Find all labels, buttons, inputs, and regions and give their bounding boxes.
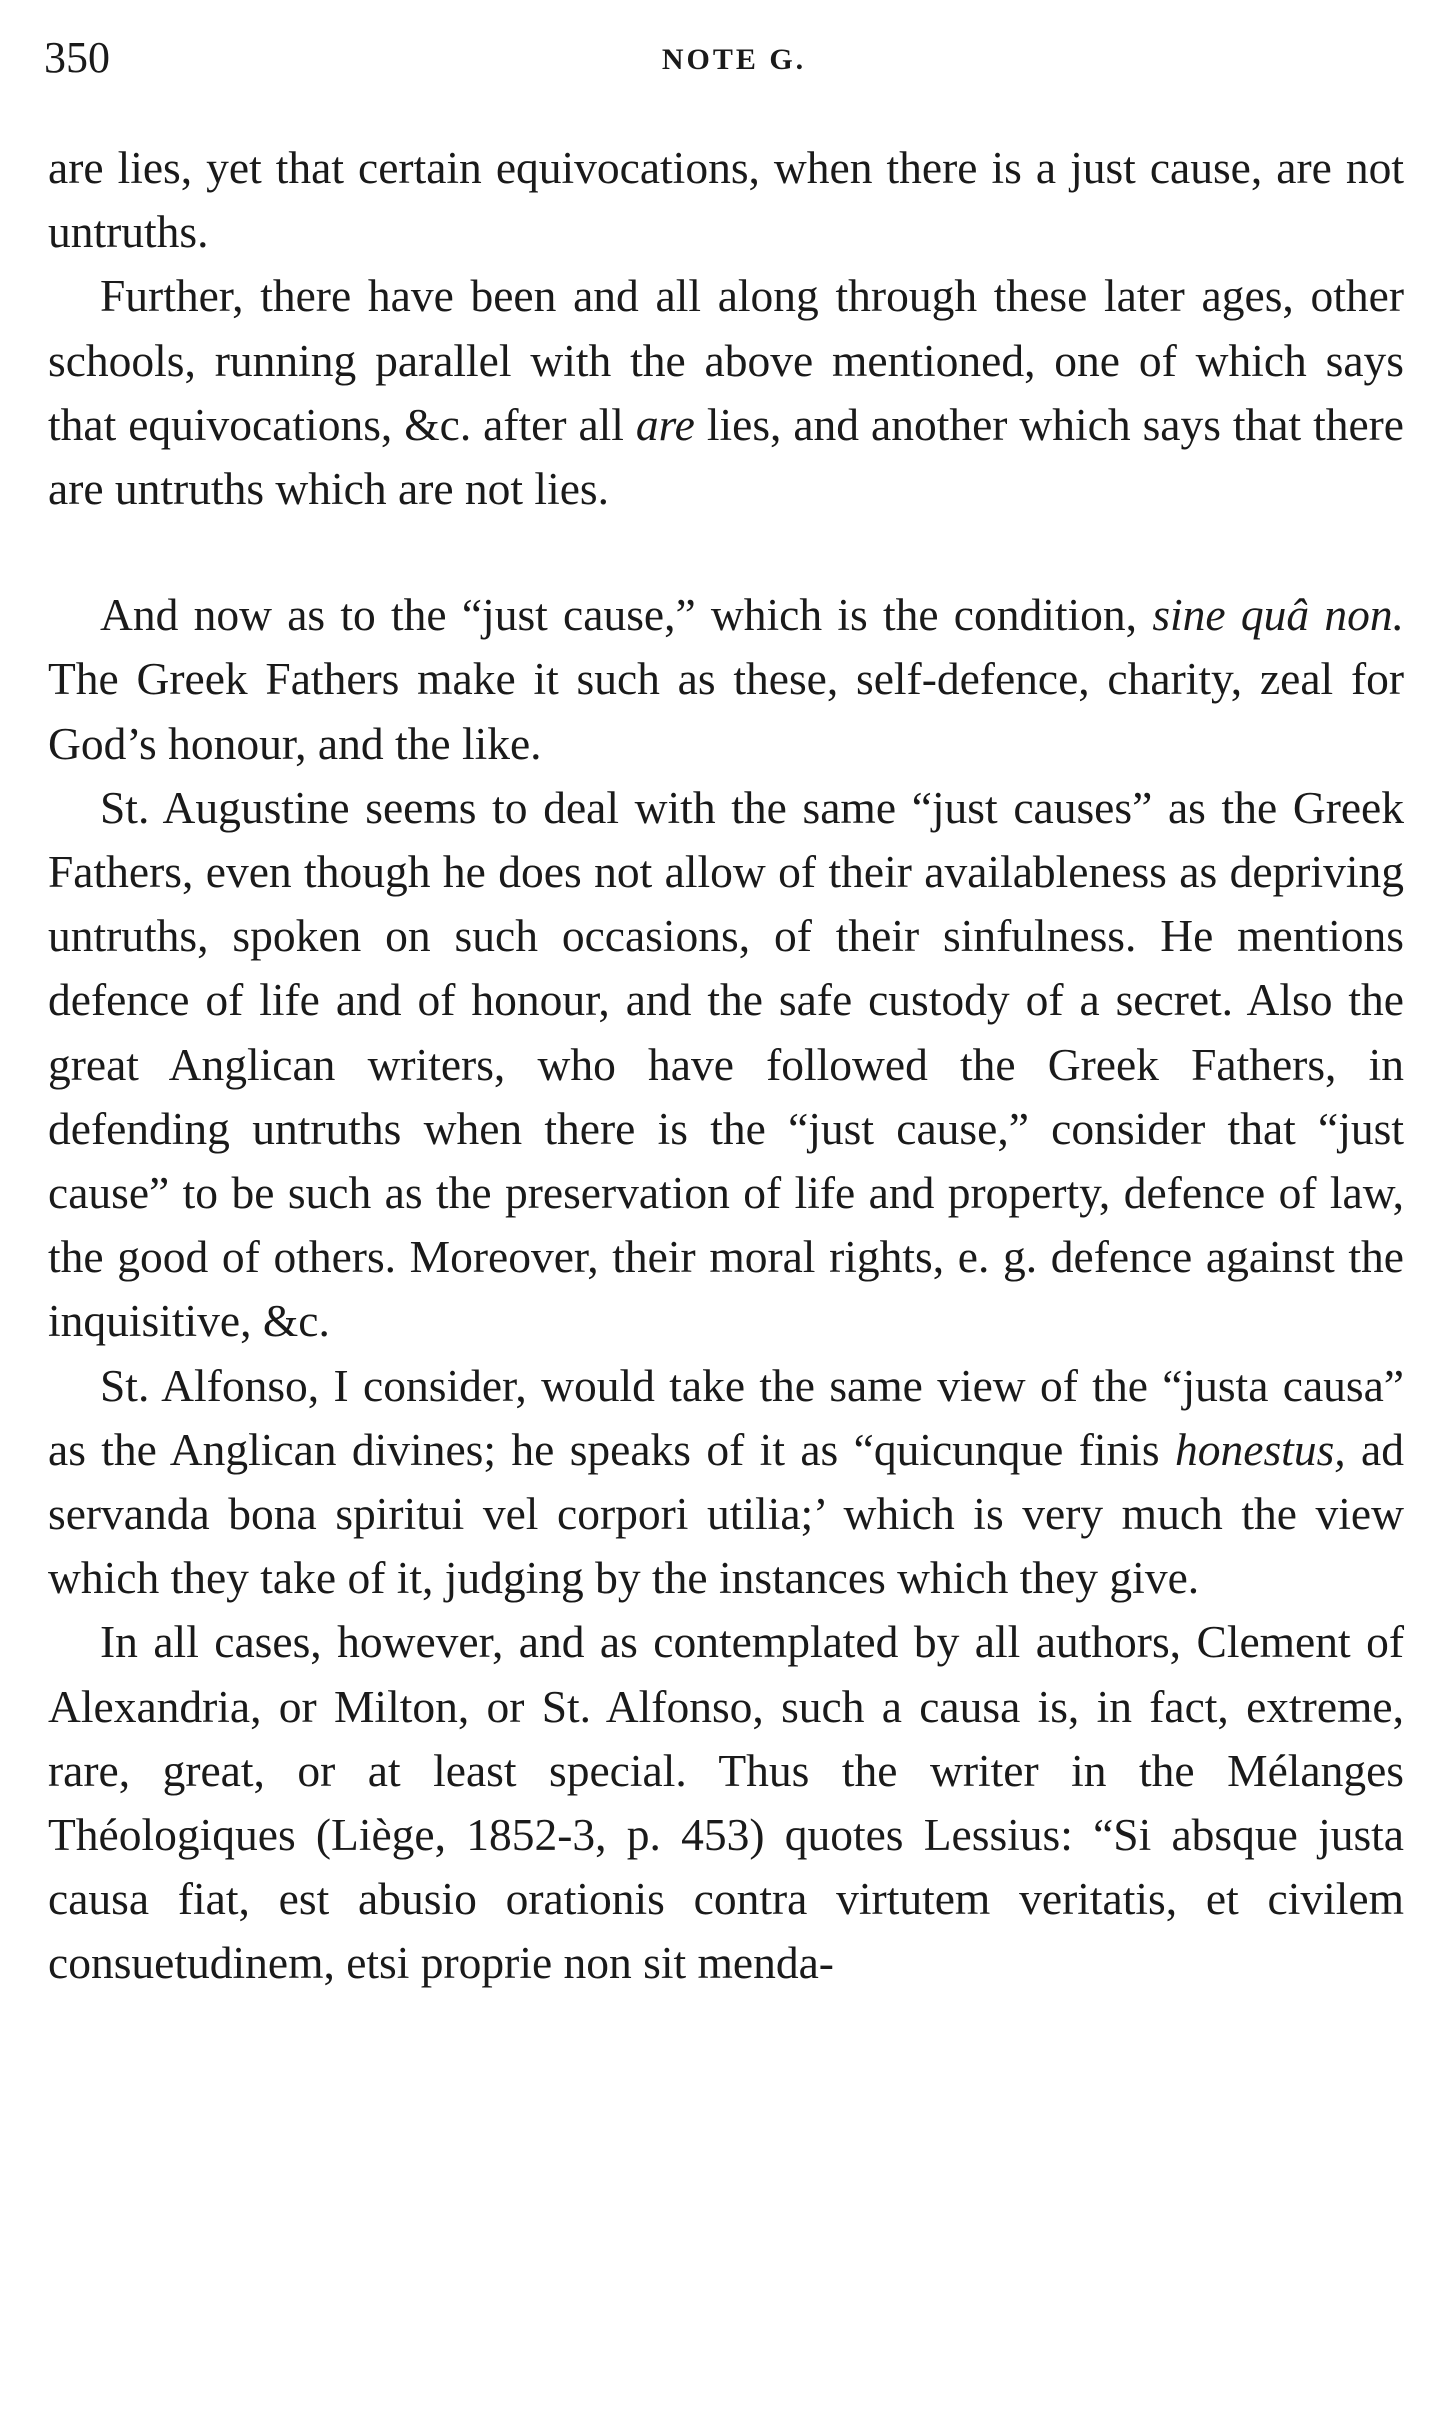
text-run: In all cases, however, and as contemplated by all authors, Clement of Alexandria, or Milton, or St. Alfonso, such a causa is, in fact, extreme, rare, great, or at least special. Thus the writer in the Mélanges Théologiques (Liège, 1852-3, p. 453) quotes Lessius: “Si absque justa causa fiat, est abusio orationis contra virtutem veritatis, et civilem consuetudinem, etsi proprie non sit menda- [48, 1616, 1404, 1989]
text-run: St. Alfonso, I consider, would take the same view of the “justa causa” as the Anglican divines; he speaks of it as “quicunque finis [48, 1359, 1404, 1475]
italic-phrase: honestus, [1175, 1423, 1346, 1475]
paragraph [48, 583, 1404, 776]
text-run: lies, and another which says that there are untruths which are not lies. [48, 398, 1405, 515]
text-run: ad servanda bona spiritui vel corpori utilia;’ which is very much the view which they take of it, judging by the instances which they give. [48, 1423, 1404, 1604]
italic-phrase: sine quâ non. [1152, 589, 1404, 641]
text-run: are lies, yet that certain equivocations, when there is a just cause, are not untruths. [48, 142, 1404, 258]
running-head [44, 28, 1424, 88]
page-number: 350 [44, 33, 110, 82]
text-run: The Greek Fathers make it such as these, self-defence, charity, zeal for God’s honour, and the like. [48, 653, 1404, 769]
italic-phrase: are [635, 398, 695, 450]
paragraph [48, 1610, 1404, 1995]
paragraph [48, 136, 1404, 264]
body-text [48, 136, 1404, 1996]
paragraph-gap [48, 521, 1404, 583]
text-run: St. Augustine seems to deal with the same “just causes” as the Greek Fathers, even though he does not allow of their availableness as depriving untruths, spoken on such occasions, of their sinfulness. He mentions defence of life and of honour, and the safe custody of a secret. Also the great Anglican writers, who have followed the Greek Fathers, in defending untruths when there is the “just cause,” consider that “just cause” to be such as the preservation of life and property, defence of law, the good of others. Moreover, their moral rights, e. g. defence against the inquisitive, &c. [48, 781, 1404, 1347]
paragraph [48, 264, 1404, 521]
text-run: Further, there have been and all along through these later ages, other schools, running parallel with the above mentioned, one of which says that equivocations, &c. after all [48, 270, 1404, 450]
paragraph [48, 1354, 1404, 1611]
running-title: NOTE G. [661, 43, 807, 76]
paragraph [48, 776, 1404, 1354]
text-run: And now as to the “just cause,” which is the condition, [100, 589, 1153, 641]
